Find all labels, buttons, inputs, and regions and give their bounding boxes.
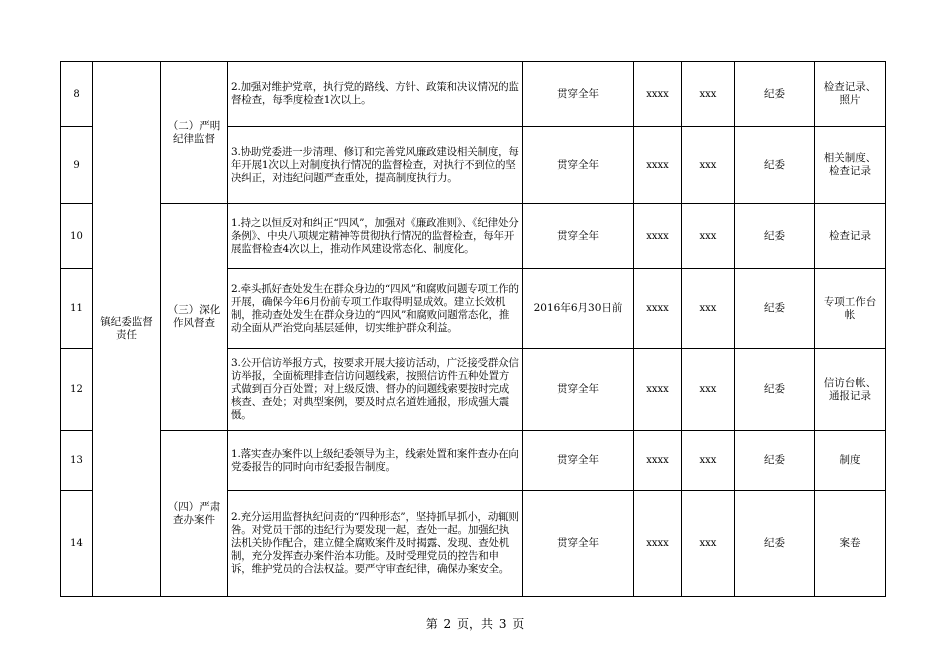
time-cell: 贯穿全年 bbox=[523, 349, 634, 431]
group-label: 镇纪委监督责任 bbox=[93, 62, 161, 597]
evidence-cell: 相关制度、检查记录 bbox=[815, 127, 886, 204]
time-cell: 2016年6月30日前 bbox=[523, 269, 634, 349]
time-cell: 贯穿全年 bbox=[523, 62, 634, 127]
task-text: 2.加强对维护党章，执行党的路线、方针、政策和决议情况的监督检查，每季度检查1次以上。 bbox=[228, 62, 523, 127]
dept-cell: 纪委 bbox=[735, 127, 815, 204]
person-cell: xxx bbox=[682, 204, 735, 269]
row-number: 14 bbox=[61, 491, 93, 597]
row-number: 9 bbox=[61, 127, 93, 204]
row-number: 8 bbox=[61, 62, 93, 127]
dept-cell: 纪委 bbox=[735, 62, 815, 127]
leader-cell: xxxx bbox=[634, 431, 682, 491]
dept-cell: 纪委 bbox=[735, 491, 815, 597]
leader-cell: xxxx bbox=[634, 62, 682, 127]
time-cell: 贯穿全年 bbox=[523, 491, 634, 597]
page-footer: 第 2 页，共 3 页 bbox=[425, 617, 525, 631]
table-row bbox=[61, 204, 886, 269]
row-number: 10 bbox=[61, 204, 93, 269]
time-cell: 贯穿全年 bbox=[523, 127, 634, 204]
table-row bbox=[61, 62, 886, 127]
leader-cell: xxxx bbox=[634, 127, 682, 204]
section-label: （二）严明纪律监督 bbox=[161, 62, 228, 204]
task-text: 3.公开信访举报方式，按要求开展大接访活动，广泛接受群众信访举报，全面梳理排查信访问题线索，按照信访件五种处置方式做到百分百处置；对上级反馈、督办的问题线索要按时完成核查、查处；对典型案例，要及时点名道姓通报，形成强大震慑。 bbox=[228, 349, 523, 431]
person-cell: xxx bbox=[682, 349, 735, 431]
person-cell: xxx bbox=[682, 62, 735, 127]
leader-cell: xxxx bbox=[634, 269, 682, 349]
table-row bbox=[61, 431, 886, 491]
task-text: 2.充分运用监督执纪问责的“四种形态”，坚持抓早抓小，动辄则咎。对党员干部的违纪行为要发现一起，查处一起。加强纪执法机关协作配合，建立健全腐败案件及时揭露、发现、查处机制，充分发挥查办案件治本功能。及时受理党员的控告和申诉，维护党员的合法权益。要严守审查纪律，确保办案安全。 bbox=[228, 491, 523, 597]
task-text: 3.协助党委进一步清理、修订和完善党风廉政建设相关制度，每年开展1次以上对制度执行情况的监督检查，对执行不到位的坚决纠正，对违纪问题严查重处，提高制度执行力。 bbox=[228, 127, 523, 204]
dept-cell: 纪委 bbox=[735, 269, 815, 349]
time-cell: 贯穿全年 bbox=[523, 204, 634, 269]
leader-cell: xxxx bbox=[634, 204, 682, 269]
task-text: 1.持之以恒反对和纠正“四风”，加强对《廉政准则》、《纪律处分条例》、中央八项规定精神等贯彻执行情况的监督检查，每年开展监督检查4次以上，推动作风建设常态化、制度化。 bbox=[228, 204, 523, 269]
row-number: 13 bbox=[61, 431, 93, 491]
person-cell: xxx bbox=[682, 431, 735, 491]
evidence-cell: 检查记录、照片 bbox=[815, 62, 886, 127]
section-label: （三）深化作风督查 bbox=[161, 204, 228, 431]
row-number: 11 bbox=[61, 269, 93, 349]
evidence-cell: 信访台帐、通报记录 bbox=[815, 349, 886, 431]
task-text: 2.牵头抓好查处发生在群众身边的“四风”和腐败问题专项工作的开展，确保今年6月份前专项工作取得明显成效。建立长效机制，推动查处发生在群众身边的“四风”和腐败问题常态化，推动全面从严治党向基层延伸，切实维护群众利益。 bbox=[228, 269, 523, 349]
person-cell: xxx bbox=[682, 269, 735, 349]
dept-cell: 纪委 bbox=[735, 349, 815, 431]
time-cell: 贯穿全年 bbox=[523, 431, 634, 491]
leader-cell: xxxx bbox=[634, 349, 682, 431]
evidence-cell: 检查记录 bbox=[815, 204, 886, 269]
leader-cell: xxxx bbox=[634, 491, 682, 597]
responsibility-table bbox=[60, 61, 886, 597]
evidence-cell: 案卷 bbox=[815, 491, 886, 597]
responsibility-table-page bbox=[60, 61, 885, 597]
row-number: 12 bbox=[61, 349, 93, 431]
dept-cell: 纪委 bbox=[735, 204, 815, 269]
task-text: 1.落实查办案件以上级纪委领导为主，线索处置和案件查办在向党委报告的同时向市纪委报告制度。 bbox=[228, 431, 523, 491]
section-label: （四）严肃查办案件 bbox=[161, 431, 228, 597]
person-cell: xxx bbox=[682, 127, 735, 204]
dept-cell: 纪委 bbox=[735, 431, 815, 491]
evidence-cell: 制度 bbox=[815, 431, 886, 491]
person-cell: xxx bbox=[682, 491, 735, 597]
evidence-cell: 专项工作台帐 bbox=[815, 269, 886, 349]
